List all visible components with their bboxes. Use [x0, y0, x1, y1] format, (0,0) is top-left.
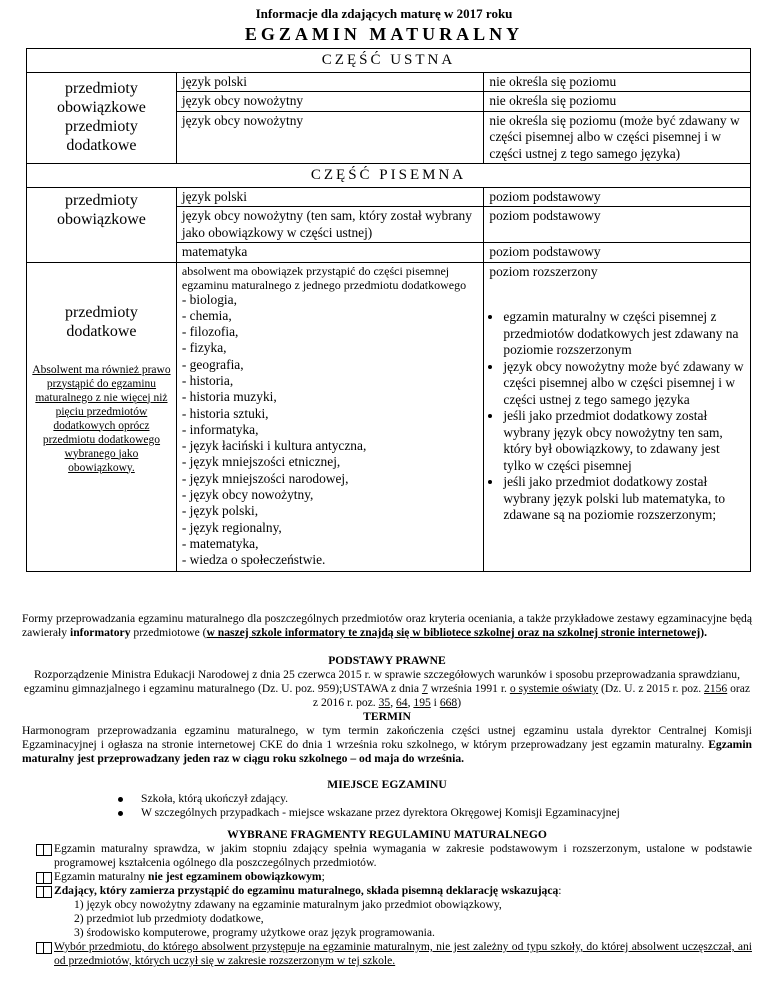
informatory-bold: informatory — [69, 626, 131, 639]
rules-title: WYBRANE FRAGMENTY REGULAMINU MATURALNEGO — [227, 828, 547, 841]
subject-item: - historia muzyki, — [181, 389, 277, 405]
legal-link[interactable]: 35 — [378, 696, 391, 709]
subject-list — [182, 292, 479, 569]
legal-link-oswiata[interactable]: o systemie oświaty — [509, 682, 599, 695]
rule-item: Wybór przedmiotu, do którego absolwent przystępuje na egzaminie maturalnym, nie jest zależny od typu szkoły, do której absolwent uczęszczał, ani od przedmiotów, których uczył się w zakresie rozszerzonym w tej szkole. — [22, 940, 752, 968]
subject-item: - biologia, — [181, 291, 237, 307]
oral-section-title: CZĘŚĆ USTNA — [27, 49, 751, 73]
bullet-icon — [118, 797, 123, 802]
subject-item: - historia, — [181, 372, 234, 388]
optional-note: Absolwent ma również prawo przystąpić do egzaminu maturalnego z nie więcej niż pięciu przedmiotów dodatkowych oprócz przedmiotu dodatkowego wybranego jako obowiązkowy. — [32, 363, 171, 474]
subject-item: - język mniejszości narodowej, — [181, 470, 349, 486]
book-icon — [36, 872, 52, 884]
place-list: Szkoła, którą ukończył zdający. W szczególnych przypadkach - miejsce wskazane przez dyrektora Okręgowej Komisji Egzaminacyjnej — [22, 792, 752, 820]
written-level: poziom podstawowy — [484, 187, 751, 207]
book-icon — [36, 942, 52, 954]
subject-item: - filozofia, — [181, 324, 239, 340]
subject-item: - język obcy nowożytny, — [181, 487, 314, 503]
document-title: EGZAMIN MATURALNY — [244, 24, 524, 44]
written-level: poziom podstawowy — [484, 207, 751, 243]
oral-subject: język polski — [176, 72, 484, 92]
subject-item: - historia sztuki, — [181, 405, 269, 421]
informatory-location: w naszej szkole informatory te znajdą się w bibliotece szkolnej oraz na szkolnej stronie internetowej — [206, 626, 701, 639]
legal-link[interactable]: 64 — [396, 696, 408, 709]
subject-item: - informatyka, — [181, 421, 259, 437]
oral-subject: język obcy nowożytny — [176, 92, 484, 112]
legal-title: PODSTAWY PRAWNE — [328, 654, 446, 667]
legal-text: Rozporządzenie Ministra Edukacji Narodowej z dnia 25 czerwca 2015 r. w sprawie szczegółowych warunków i sposobu przeprowadzania sprawdzianu, egzaminu gimnazjalnego i egzaminu maturalnego (Dz. U. poz. 959);USTAWA z dnia 7 września 1991 r. o systemie oświaty (Dz. U. z 2015 r. poz. 2156 oraz z 2016 r. poz. 35, 64, 195 i 668) — [23, 668, 751, 709]
written-optional-label: przedmioty dodatkowe — [65, 303, 138, 340]
subject-item: - język mniejszości etnicznej, — [181, 454, 341, 470]
written-level: poziom podstawowy — [484, 243, 751, 263]
extra-intro: absolwent ma obowiązek przystąpić do części pisemnej egzaminu maturalnego z jednego przedmiotu dodatkowego — [181, 263, 467, 292]
subject-item: - matematyka, — [181, 535, 259, 551]
extra-level: poziom rozszerzony — [489, 263, 598, 279]
book-icon — [36, 844, 52, 856]
forms-paragraph: Formy przeprowadzania egzaminu maturalnego dla poszczególnych przedmiotów oraz kryteria oceniania, a także przykładowe zestawy egzaminacyjne będą zawierały informatory przedmiotowe (w naszej szkole informatory te znajdą się w bibliotece szkolnej oraz na szkolnej stronie internetowej). — [22, 612, 752, 639]
term-title: TERMIN — [363, 710, 411, 723]
exam-table — [26, 48, 751, 572]
header-info: Informacje dla zdających maturę w 2017 roku — [255, 6, 513, 21]
note-item: • jeśli jako przedmiot dodatkowy został wybrany język obcy nowożytny ten sam, który był obowiązkowy, to zdawany jest tylko w części pisemnej — [503, 408, 745, 474]
written-subject: język obcy nowożytny (ten sam, który został wybrany jako obowiązkowy w części ustnej) — [176, 207, 484, 243]
book-icon — [36, 886, 52, 898]
note-item: • język obcy nowożytny może być zdawany w części pisemnej albo w części pisemnej i w części ustnej z tego samego języka — [503, 359, 745, 409]
legal-link[interactable]: 668 — [439, 696, 458, 709]
rule-item: Zdający, który zamierza przystąpić do egzaminu maturalnego, składa pisemną deklarację wskazującą: — [22, 884, 752, 898]
place-title: MIEJSCE EGZAMINU — [327, 778, 447, 791]
oral-level: nie określa się poziomu — [484, 92, 751, 112]
subject-item: - język polski, — [181, 503, 259, 519]
notes-list — [489, 309, 745, 524]
legal-link[interactable]: 2156 — [704, 682, 728, 695]
subject-item: - język regionalny, — [181, 519, 282, 535]
oral-optional-label: przedmioty dodatkowe — [65, 117, 138, 154]
written-obligatory-label: przedmioty obowiązkowe — [57, 191, 146, 228]
term-text: Harmonogram przeprowadzania egzaminu maturalnego, w tym termin zakończenia części ustnej egzaminu ustala dyrektor Centralnej Komisji Egzaminacyjnej i ogłasza na stronie internetowej CKE do dnia 1 września roku szkolnego, w którym przeprowadzany jest egzamin maturalny. Egzamin maturalny jest przeprowadzany jeden raz w ciągu roku szkolnego – od maja do września. — [22, 724, 752, 765]
written-subject: język polski — [176, 187, 484, 207]
oral-obligatory-label: przedmioty obowiązkowe — [57, 79, 146, 116]
subject-item: - fizyka, — [181, 340, 227, 356]
oral-subject: język obcy nowożytny — [176, 111, 484, 164]
note-item: • jeśli jako przedmiot dodatkowy został wybrany język polski lub matematyka, to zdawane są na poziomie rozszerzonym; — [503, 474, 745, 524]
written-section-title: CZĘŚĆ PISEMNA — [27, 164, 751, 188]
subject-item: - język łaciński i kultura antyczna, — [181, 438, 367, 454]
rule-item: Egzamin maturalny nie jest egzaminem obowiązkowym; — [22, 870, 752, 884]
subject-item: - wiedza o społeczeństwie. — [181, 552, 326, 568]
oral-level: nie określa się poziomu — [484, 72, 751, 92]
bullet-icon — [118, 811, 123, 816]
legal-link[interactable]: 195 — [413, 696, 431, 709]
written-subject: matematyka — [176, 243, 484, 263]
subject-item: - geografia, — [181, 356, 244, 372]
note-item: • egzamin maturalny w części pisemnej z przedmiotów dodatkowych jest zdawany na poziomie rozszerzonym — [503, 309, 745, 359]
rule-item: Egzamin maturalny sprawdza, w jakim stopniu zdający spełnia wymagania w zakresie podstawowym i rozszerzonym, ustalone w podstawie programowej kształcenia ogólnego dla poszczególnych przedmiotów. — [22, 842, 752, 870]
oral-level: nie określa się poziomu (może być zdawany w części pisemnej albo w części pisemnej i w części ustnej z tego samego języka) — [484, 111, 751, 164]
subject-item: - chemia, — [181, 307, 232, 323]
declaration-list: 1) język obcy nowożytny zdawany na egzaminie maturalnym jako przedmiot obowiązkowy, 2) przedmiot lub przedmioty dodatkowe, 3) środowisko komputerowe, programy użytkowe oraz język programowania. — [74, 898, 502, 939]
